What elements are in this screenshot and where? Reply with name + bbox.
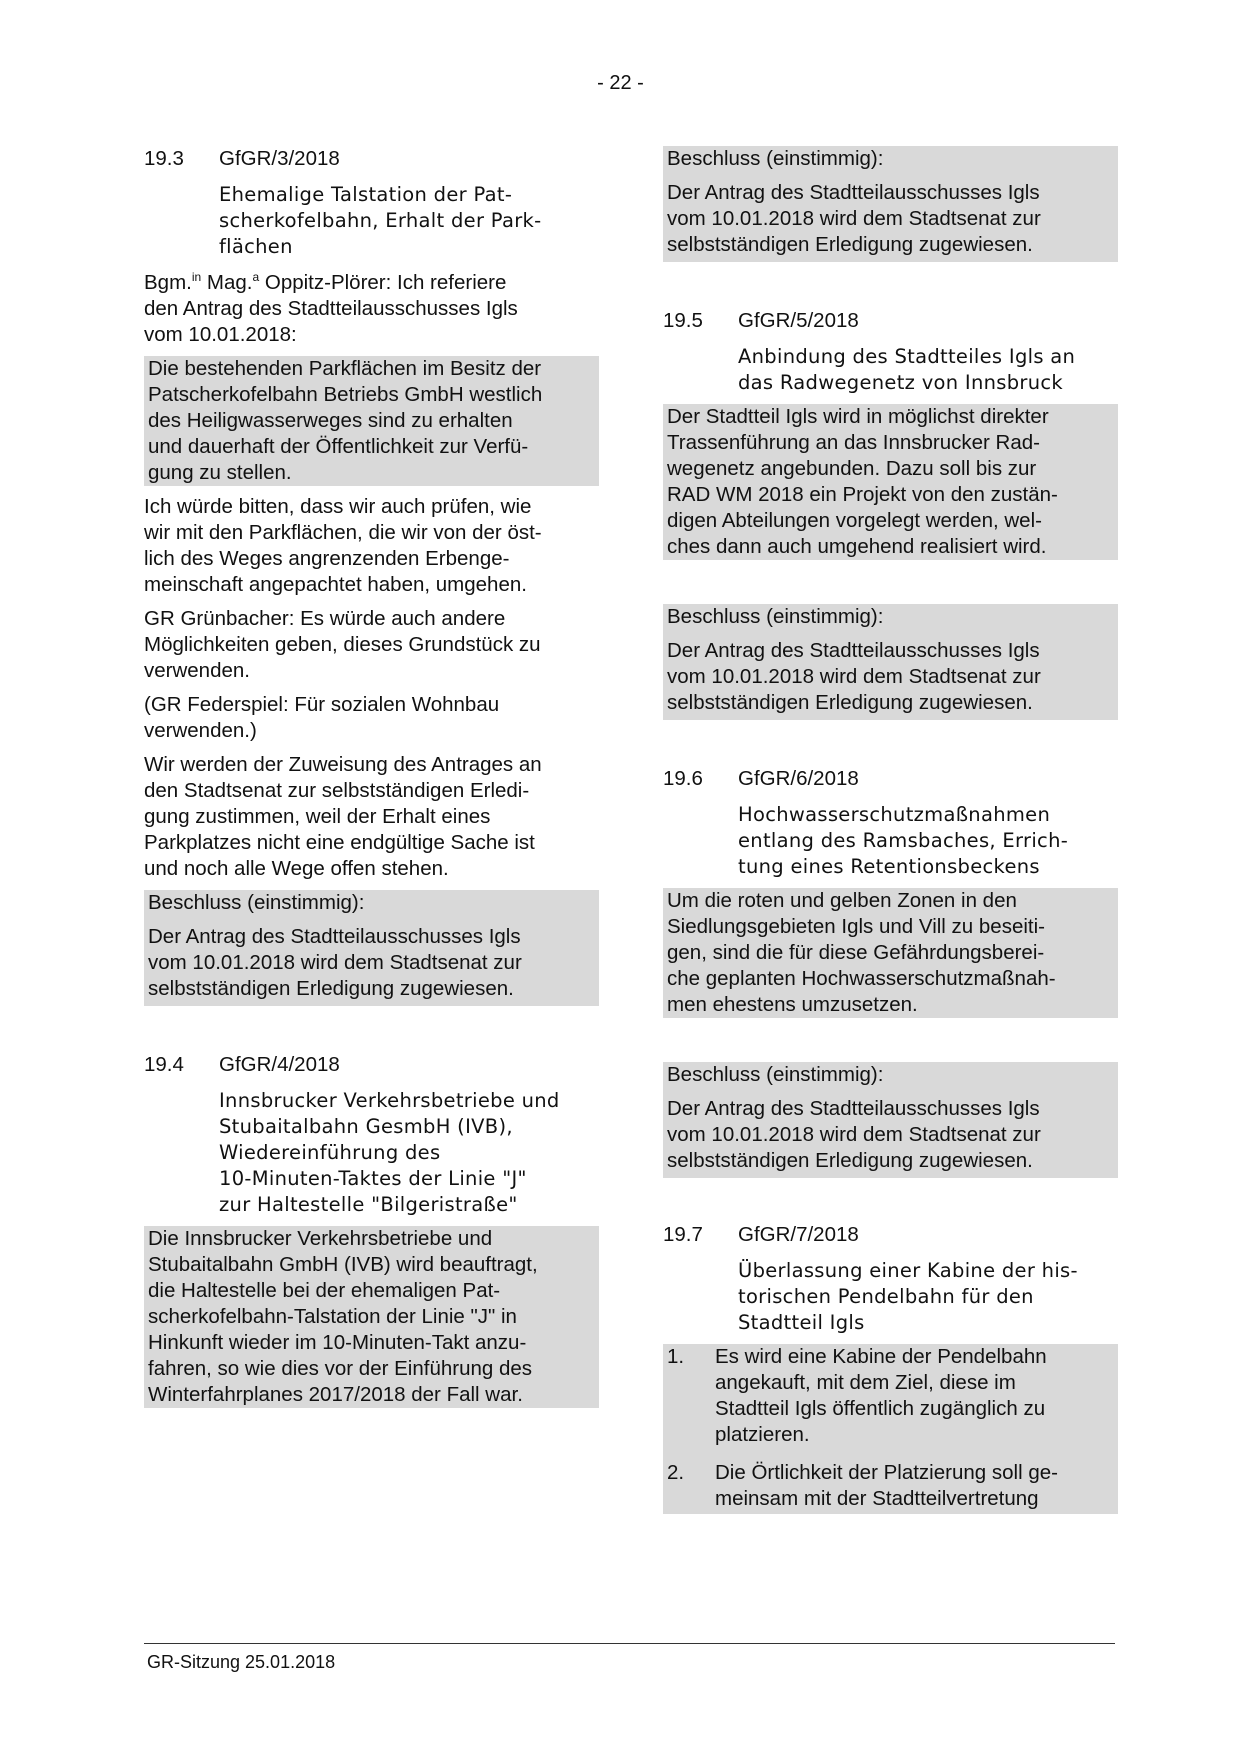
title-line: tung eines Retentionsbeckens	[738, 855, 1040, 878]
decision-box-19-5	[663, 604, 1118, 720]
text-line: platzieren.	[715, 1423, 810, 1446]
decision-label: Beschluss (einstimmig):	[667, 605, 884, 628]
text-line: che geplanten Hochwasserschutzmaßnah-	[667, 967, 1056, 990]
text-line: vom 10.01.2018 wird dem Stadtsenat zur	[667, 207, 1041, 230]
decision-label: Beschluss (einstimmig):	[667, 1063, 884, 1086]
text-line: scherkofelbahn-Talstation der Linie "J" in	[148, 1305, 517, 1328]
text-line: wir mit den Parkflächen, die wir von der öst-	[144, 521, 542, 544]
list-number: 2.	[667, 1461, 685, 1484]
title-line: Hochwasserschutzmaßnahmen	[738, 803, 1051, 826]
text-line: selbstständigen Erledigung zugewiesen.	[667, 1149, 1033, 1172]
text-line: verwenden.)	[144, 719, 257, 742]
motion-box-19-5	[663, 404, 1118, 560]
text-line: digen Abteilungen vorgelegt werden, wel-	[667, 509, 1042, 532]
text-line: Der Antrag des Stadtteilausschusses Igls	[667, 181, 1040, 204]
text-line: den Stadtsenat zur selbstständigen Erledi-	[144, 779, 530, 802]
text-line: Der Antrag des Stadtteilausschusses Igls	[667, 1097, 1040, 1120]
text-line: Die bestehenden Parkflächen im Besitz der	[148, 357, 542, 380]
footer-divider	[144, 1643, 1115, 1644]
section-code: GfGR/4/2018	[219, 1053, 340, 1076]
text-line: gung zustimmen, weil der Erhalt eines	[144, 805, 491, 828]
title-line: torischen Pendelbahn für den	[738, 1285, 1034, 1308]
text-line: lich des Weges angrenzenden Erbenge-	[144, 547, 510, 570]
decision-box-19-6	[663, 1062, 1118, 1178]
text-line: Siedlungsgebieten Igls und Vill zu beseiti-	[667, 915, 1045, 938]
speaker-title: Mag.	[201, 271, 253, 294]
paragraph	[144, 752, 599, 882]
text-line: angekauft, mit dem Ziel, diese im	[715, 1371, 1016, 1394]
text-line: Um die roten und gelben Zonen in den	[667, 889, 1017, 912]
right-column	[663, 146, 1118, 1514]
text-line: verwenden.	[144, 659, 250, 682]
text-line: vom 10.01.2018 wird dem Stadtsenat zur	[148, 951, 522, 974]
text-line: die Haltestelle bei der ehemaligen Pat-	[148, 1279, 501, 1302]
left-column	[144, 146, 599, 1408]
text-line: vom 10.01.2018 wird dem Stadtsenat zur	[667, 665, 1041, 688]
text-line: Hinkunft wieder im 10-Minuten-Takt anzu-	[148, 1331, 527, 1354]
footer-text: GR-Sitzung 25.01.2018	[147, 1652, 336, 1672]
motion-box-19-3	[144, 356, 599, 486]
section-title-19-6	[663, 802, 1118, 880]
title-line: Wiedereinführung des	[219, 1141, 441, 1164]
section-code: GfGR/7/2018	[738, 1223, 859, 1246]
text-line: RAD WM 2018 ein Projekt von den zustän-	[667, 483, 1058, 506]
paragraph	[144, 606, 599, 684]
section-number: 19.4	[144, 1053, 184, 1076]
section-header-19-7	[663, 1222, 1118, 1248]
text-line: meinschaft angepachtet haben, umgehen.	[144, 573, 527, 596]
text-line: Möglichkeiten geben, dieses Grundstück zu	[144, 633, 541, 656]
text-line: Der Antrag des Stadtteilausschusses Igls	[148, 925, 521, 948]
section-title-19-7	[663, 1258, 1118, 1336]
section-title-19-3	[144, 182, 599, 260]
text-line: vom 10.01.2018 wird dem Stadtsenat zur	[667, 1123, 1041, 1146]
title-line: Stubaitalbahn GesmbH (IVB),	[219, 1115, 513, 1138]
title-line: Überlassung einer Kabine der his-	[738, 1259, 1078, 1282]
motion-list-19-7	[663, 1344, 1118, 1514]
superscript: a	[252, 270, 260, 285]
list-number: 1.	[667, 1345, 685, 1368]
interjection	[144, 692, 599, 744]
text-line: Ich würde bitten, dass wir auch prüfen, wie	[144, 495, 532, 518]
text-line: Der Stadtteil Igls wird in möglichst direkter	[667, 405, 1049, 428]
text-line: Der Antrag des Stadtteilausschusses Igls	[667, 639, 1040, 662]
title-line: 10-Minuten-Taktes der Linie "J"	[219, 1167, 527, 1190]
section-number: 19.3	[144, 147, 184, 170]
text-line: wegenetz angebunden. Dazu soll bis zur	[667, 457, 1037, 480]
title-line: Anbindung des Stadtteiles Igls an	[738, 345, 1076, 368]
paragraph	[144, 494, 599, 598]
decision-box-19-4	[663, 146, 1118, 262]
list-item	[667, 1460, 1114, 1512]
title-line: Innsbrucker Verkehrsbetriebe und	[219, 1089, 560, 1112]
title-line: das Radwegenetz von Innsbruck	[738, 371, 1064, 394]
speaker-intro	[144, 270, 599, 348]
section-code: GfGR/5/2018	[738, 309, 859, 332]
decision-label: Beschluss (einstimmig):	[667, 147, 884, 170]
title-line: Ehemalige Talstation der Pat-	[219, 183, 513, 206]
text-line: fahren, so wie dies vor der Einführung des	[148, 1357, 533, 1380]
motion-box-19-6	[663, 888, 1118, 1018]
text-line: Wir werden der Zuweisung des Antrages an	[144, 753, 542, 776]
text-line: vom 10.01.2018:	[144, 323, 297, 346]
decision-label: Beschluss (einstimmig):	[148, 891, 365, 914]
section-header-19-6	[663, 766, 1118, 792]
section-title-19-4	[144, 1088, 599, 1218]
title-line: Stadtteil Igls	[738, 1311, 865, 1334]
text-line: Parkplatzes nicht eine endgültige Sache ist	[144, 831, 535, 854]
text-line: und noch alle Wege offen stehen.	[144, 857, 449, 880]
text-line: Winterfahrplanes 2017/2018 der Fall war.	[148, 1383, 523, 1406]
motion-box-19-4	[144, 1226, 599, 1408]
text-line: Stadtteil Igls öffentlich zugänglich zu	[715, 1397, 1046, 1420]
text-line: Patscherkofelbahn Betriebs GmbH westlich	[148, 383, 543, 406]
text-line: Die Örtlichkeit der Platzierung soll ge-	[715, 1461, 1058, 1484]
text-line: den Antrag des Stadtteilausschusses Igls	[144, 297, 518, 320]
section-header-19-4	[144, 1052, 599, 1078]
speaker-text: Oppitz-Plörer: Ich referiere	[259, 271, 507, 294]
section-header-19-5	[663, 308, 1118, 334]
text-line: ches dann auch umgehend realisiert wird.	[667, 535, 1047, 558]
text-line: Es würde auch andere	[294, 607, 506, 630]
text-line: Es wird eine Kabine der Pendelbahn	[715, 1345, 1047, 1368]
text-line: selbstständigen Erledigung zugewiesen.	[667, 691, 1033, 714]
text-line: meinsam mit der Stadtteilvertretung	[715, 1487, 1039, 1510]
superscript: in	[191, 270, 202, 285]
text-line: gung zu stellen.	[148, 461, 292, 484]
title-line: zur Haltestelle "Bilgeristraße"	[219, 1193, 518, 1216]
text-line: des Heiligwasserweges sind zu erhalten	[148, 409, 513, 432]
section-header-19-3	[144, 146, 599, 172]
text-line: selbstständigen Erledigung zugewiesen.	[148, 977, 514, 1000]
text-line: selbstständigen Erledigung zugewiesen.	[667, 233, 1033, 256]
section-code: GfGR/3/2018	[219, 147, 340, 170]
section-number: 19.5	[663, 309, 703, 332]
title-line: scherkofelbahn, Erhalt der Park-	[219, 209, 542, 232]
text-line: men ehestens umzusetzen.	[667, 993, 918, 1016]
decision-box-19-3	[144, 890, 599, 1006]
speaker-prefix: Bgm.	[144, 271, 192, 294]
section-number: 19.6	[663, 767, 703, 790]
page-number: - 22 -	[597, 72, 644, 94]
text-line: Stubaitalbahn GmbH (IVB) wird beauftragt,	[148, 1253, 538, 1276]
section-code: GfGR/6/2018	[738, 767, 859, 790]
text-line: Trassenführung an das Innsbrucker Rad-	[667, 431, 1040, 454]
text-line: gen, sind die für diese Gefährdungsberei-	[667, 941, 1045, 964]
text-line: und dauerhaft der Öffentlichkeit zur Verfü-	[148, 435, 529, 458]
speaker-name: GR Grünbacher:	[144, 607, 295, 630]
section-title-19-5	[663, 344, 1118, 396]
title-line: entlang des Ramsbaches, Errich-	[738, 829, 1069, 852]
title-line: flächen	[219, 235, 293, 258]
list-item	[667, 1344, 1114, 1448]
section-number: 19.7	[663, 1223, 703, 1246]
text-line: (GR Federspiel: Für sozialen Wohnbau	[144, 693, 500, 716]
text-line: Die Innsbrucker Verkehrsbetriebe und	[148, 1227, 493, 1250]
